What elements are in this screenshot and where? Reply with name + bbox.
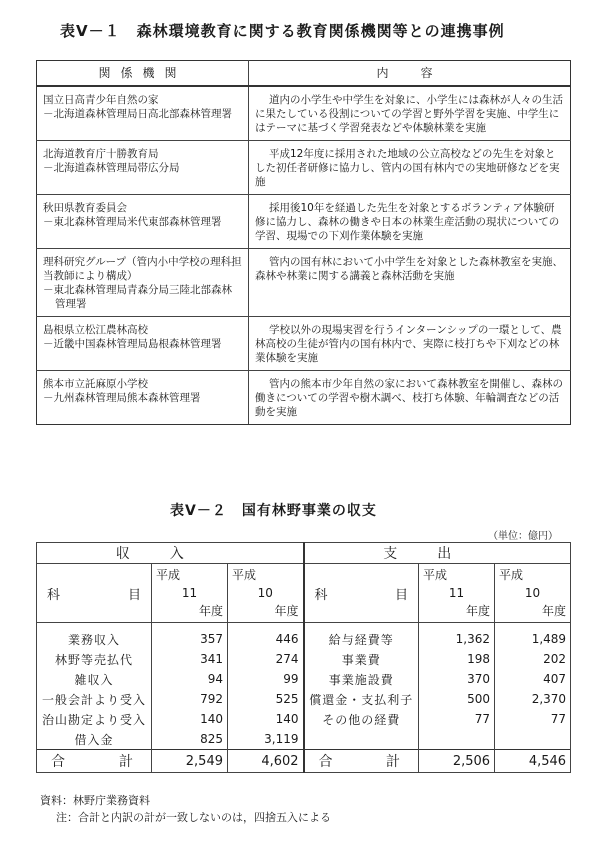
expense-label: 償還金・支払利子: [304, 689, 419, 709]
income-total-y10: 4,602: [228, 750, 304, 773]
income-label: 借入金: [37, 729, 152, 750]
expense-label: 事業施設費: [304, 669, 419, 689]
table-row: [37, 86, 571, 141]
table-row: [37, 623, 571, 650]
org-main: 熊本市立託麻原小学校: [43, 378, 148, 390]
org-main: 島根県立松江農林高校: [43, 324, 148, 336]
total-b: 計: [386, 754, 401, 770]
column-header-row: [37, 564, 571, 623]
expense-y11: 77: [419, 709, 495, 729]
year-10-header: [495, 564, 571, 623]
expense-y11: 500: [419, 689, 495, 709]
income-y11: 140: [152, 709, 228, 729]
expense-y10: [495, 729, 571, 750]
content-text: 学校以外の現場実習を行うインターンシップの一環として、農林高校の生徒が管内の国有林内で、実際に枝打ちや下刈などの林業体験を実施: [255, 324, 562, 364]
expense-total-label: [304, 750, 419, 773]
org-sub: －北海道森林管理局帯広分局: [43, 162, 180, 174]
era-label: 平成: [232, 568, 257, 582]
expense-label: 給与経費等: [304, 623, 419, 650]
era-label: 平成: [499, 568, 524, 582]
expense-label: [304, 729, 419, 750]
income-header: 収入: [37, 543, 304, 564]
income-y10: 274: [228, 649, 304, 669]
org-cell: [37, 195, 249, 249]
year-number: 11: [181, 586, 198, 600]
table-row: [37, 729, 571, 750]
table-row: [37, 317, 571, 371]
total-a: 合: [51, 754, 65, 770]
org-column-header: 関係機関: [37, 61, 249, 87]
income-total-label: [37, 750, 152, 773]
unit-label: （単位：億円）: [488, 531, 558, 542]
content-text: 管内の熊本市少年自然の家において森林教室を開催し、森林の働きについての学習や樹木調べ、枝打ち体験、年輪調査などの活動を実施: [255, 378, 563, 418]
expense-header: 支出: [304, 543, 571, 564]
source-text: 資料：林野庁業務資料: [40, 794, 150, 807]
table1-title: 表Ⅴ－１ 森林環境教育に関する教育関係機関等との連携事例: [60, 22, 505, 40]
content-cell: [249, 195, 571, 249]
content-text: 管内の国有林において小中学生を対象とした森林教室を実施、森林や林業に関する講義と森林活動を実施: [255, 256, 563, 282]
year-number: 11: [448, 586, 465, 600]
table-row: [37, 709, 571, 729]
income-label: 一般会計より受入: [37, 689, 152, 709]
table1-header-row: [37, 61, 571, 87]
kamoku-header: [37, 564, 152, 623]
year-11-header: [152, 564, 228, 623]
income-y10: 525: [228, 689, 304, 709]
note-text: 注：合計と内訳の計が一致しないのは，四捨五入による: [56, 811, 331, 824]
content-cell: [249, 317, 571, 371]
nendo-label: 年度: [274, 604, 299, 618]
era-label: 平成: [423, 568, 448, 582]
org-main: 秋田県教育委員会: [43, 202, 127, 214]
kamoku-b: 目: [395, 587, 409, 603]
kamoku-b: 目: [127, 587, 141, 603]
org-cell: [37, 86, 249, 141]
expense-y11: [419, 729, 495, 750]
income-label: 業務収入: [37, 623, 152, 650]
income-y11: 792: [152, 689, 228, 709]
expense-y11: 1,362: [419, 623, 495, 650]
year-number: 10: [257, 586, 273, 600]
table-row: [37, 249, 571, 317]
org-sub: －北海道森林管理局日高北部森林管理署: [43, 108, 232, 120]
expense-label: その他の経費: [304, 709, 419, 729]
income-y11: 825: [152, 729, 228, 750]
content-text: 平成12年度に採用された地域の公立高校などの先生を対象とした初任者研修に協力し、管内の国有林内での実地研修などを実施: [255, 148, 560, 188]
content-text: 道内の小学生や中学生を対象に、小学生には森林が人々の生活に果たしている役割についての学習と野外学習を実施、中学生にはテーマに基づく学習発表などや体験林業を実施: [255, 94, 563, 134]
table-row: [37, 371, 571, 425]
content-cell: [249, 249, 571, 317]
expense-y10: 1,489: [495, 623, 571, 650]
content-cell: [249, 371, 571, 425]
nendo-label: 年度: [466, 604, 491, 618]
expense-y10: 2,370: [495, 689, 571, 709]
expense-y10: 407: [495, 669, 571, 689]
income-y11: 357: [152, 623, 228, 650]
partnership-table: [36, 60, 571, 425]
year-10-header: [228, 564, 304, 623]
content-cell: [249, 141, 571, 195]
income-y10: 446: [228, 623, 304, 650]
org-main: 北海道教育庁十勝教育局: [43, 148, 159, 160]
source-notes: [40, 792, 331, 826]
income-label: 雑収入: [37, 669, 152, 689]
kamoku-a: 科: [314, 587, 328, 603]
income-y11: 94: [152, 669, 228, 689]
content-text: 採用後10年を経過した先生を対象とするボランティア体験研修に協力し、森林の働きや日本の林業生産活動の現状についての学習、現場での下刈作業体験を実施: [255, 202, 560, 242]
org-sub: －東北森林管理局青森分局三陸北部森林管理署: [43, 284, 232, 310]
org-main: 理科研究グループ（管内小中学校の理科担当教師により構成）: [43, 256, 242, 282]
org-main: 国立日高青少年自然の家: [43, 94, 159, 106]
income-y10: 99: [228, 669, 304, 689]
expense-y10: 202: [495, 649, 571, 669]
expense-total-y10: 4,546: [495, 750, 571, 773]
balance-table: [36, 542, 571, 773]
expense-y10: 77: [495, 709, 571, 729]
org-cell: [37, 317, 249, 371]
expense-y11: 198: [419, 649, 495, 669]
section-header-row: [37, 543, 571, 564]
total-b: 計: [119, 754, 133, 770]
income-y11: 341: [152, 649, 228, 669]
org-sub: －東北森林管理局米代東部森林管理署: [43, 216, 222, 228]
expense-label: 事業費: [304, 649, 419, 669]
income-y10: 140: [228, 709, 304, 729]
org-sub: －九州森林管理局熊本森林管理署: [43, 392, 201, 404]
table-row: [37, 649, 571, 669]
nendo-label: 年度: [198, 604, 223, 618]
income-label: 林野等売払代: [37, 649, 152, 669]
org-cell: [37, 249, 249, 317]
org-cell: [37, 141, 249, 195]
year-11-header: [419, 564, 495, 623]
kamoku-header: [304, 564, 419, 623]
org-sub: －近畿中国森林管理局島根森林管理署: [43, 338, 222, 350]
org-cell: [37, 371, 249, 425]
table-row: [37, 669, 571, 689]
content-column-header: 内 容: [249, 61, 571, 87]
income-label: 治山勘定より受入: [37, 709, 152, 729]
total-a: 合: [318, 754, 333, 770]
table2-title: 表Ⅴ－２ 国有林野事業の収支: [170, 503, 377, 519]
income-y10: 3,119: [228, 729, 304, 750]
era-label: 平成: [156, 568, 181, 582]
kamoku-a: 科: [47, 587, 61, 603]
total-row: [37, 750, 571, 773]
table-row: [37, 141, 571, 195]
nendo-label: 年度: [542, 604, 567, 618]
content-cell: [249, 86, 571, 141]
table-row: [37, 689, 571, 709]
year-number: 10: [524, 586, 541, 600]
table-row: [37, 195, 571, 249]
expense-y11: 370: [419, 669, 495, 689]
income-total-y11: 2,549: [152, 750, 228, 773]
expense-total-y11: 2,506: [419, 750, 495, 773]
